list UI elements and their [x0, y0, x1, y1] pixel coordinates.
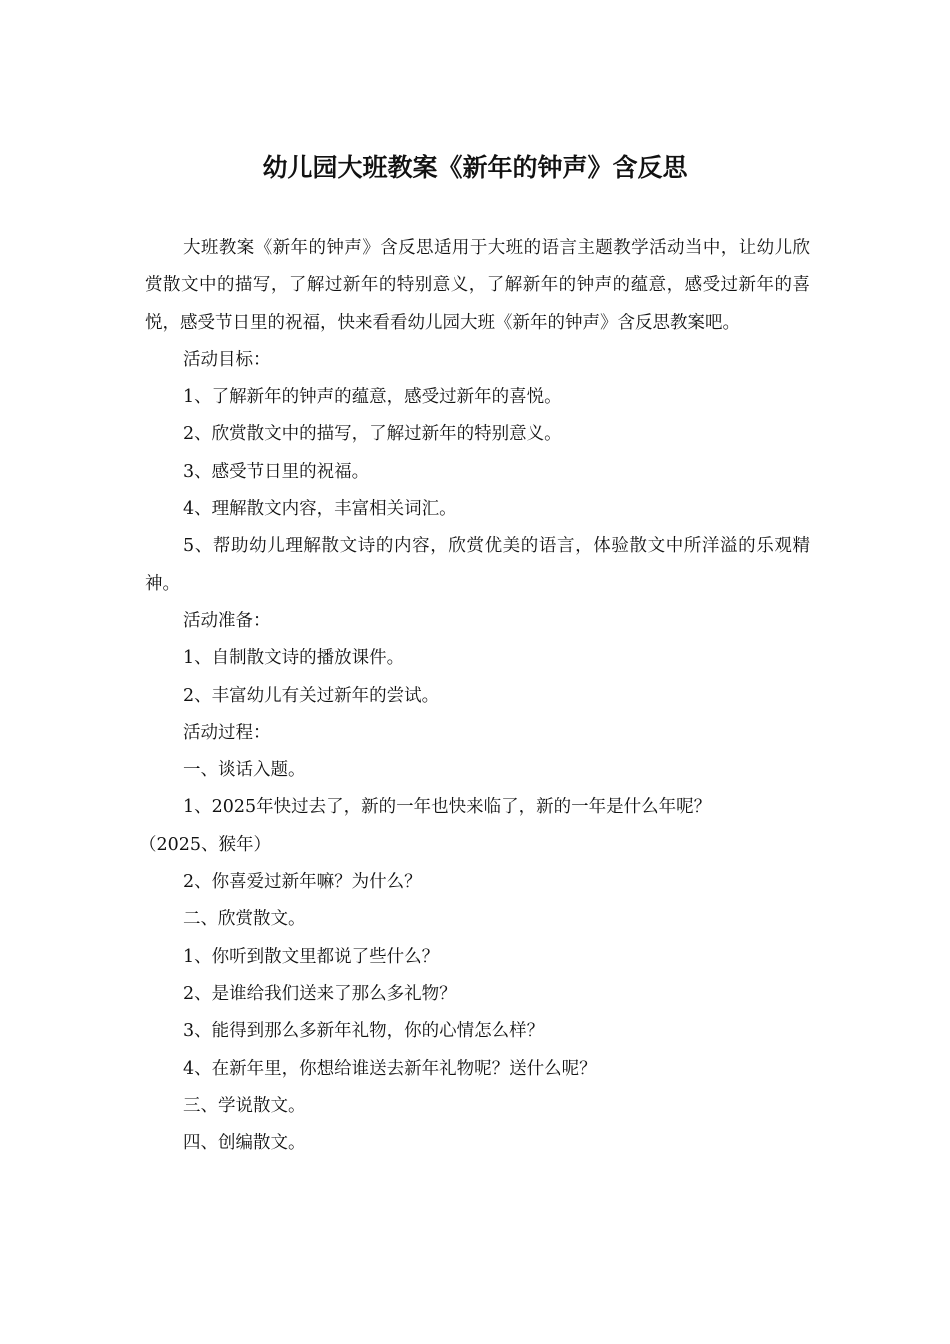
- process-step-heading: 一、谈话入题。: [183, 760, 306, 781]
- intro-paragraph: 大班教案《新年的钟声》含反思适用于大班的语言主题教学活动当中，让幼儿欣赏散文中的描写，了解过新年的特别意义，了解新年的钟声的蕴意，感受过新年的喜悦，感受节日里的祝福，快来看看幼儿园大班《新年的钟声》含反思教案吧。: [145, 238, 810, 333]
- process-answer: （2025、猴年）: [139, 834, 272, 855]
- process-question: 4、在新年里，你想给谁送去新年礼物呢？送什么呢？: [183, 1058, 597, 1079]
- process-step-heading: 二、欣赏散文。: [183, 909, 306, 930]
- preparation-item: 1、自制散文诗的播放课件。: [183, 648, 405, 669]
- goal-item: 5、帮助幼儿理解散文诗的内容，欣赏优美的语言，体验散文中所洋溢的乐观精神。: [145, 536, 810, 594]
- preparation-item: 2、丰富幼儿有关过新年的尝试。: [183, 685, 440, 706]
- section-heading-process: 活动过程：: [183, 722, 271, 743]
- process-question: 2、是谁给我们送来了那么多礼物？: [183, 983, 457, 1004]
- process-question: 1、你听到散文里都说了些什么？: [183, 946, 440, 967]
- goal-item: 2、欣赏散文中的描写，了解过新年的特别意义。: [183, 424, 562, 445]
- process-step-heading: 三、学说散文。: [183, 1095, 306, 1116]
- process-question: 3、能得到那么多新年礼物，你的心情怎么样？: [183, 1021, 545, 1042]
- process-question: 2、你喜爱过新年嘛？为什么？: [183, 872, 422, 893]
- goal-item: 1、了解新年的钟声的蕴意，感受过新年的喜悦。: [183, 387, 562, 408]
- process-step-heading: 四、创编散文。: [183, 1133, 306, 1154]
- document-body: [139, 230, 810, 1162]
- document-title: 幼儿园大班教案《新年的钟声》含反思: [262, 153, 688, 182]
- goal-item: 4、理解散文内容，丰富相关词汇。: [183, 499, 457, 520]
- process-question: 1、2025年快过去了，新的一年也快来临了，新的一年是什么年呢？: [183, 797, 712, 818]
- goal-item: 3、感受节日里的祝福。: [183, 461, 370, 482]
- section-heading-preparation: 活动准备：: [183, 610, 271, 631]
- section-heading-goals: 活动目标：: [183, 349, 271, 370]
